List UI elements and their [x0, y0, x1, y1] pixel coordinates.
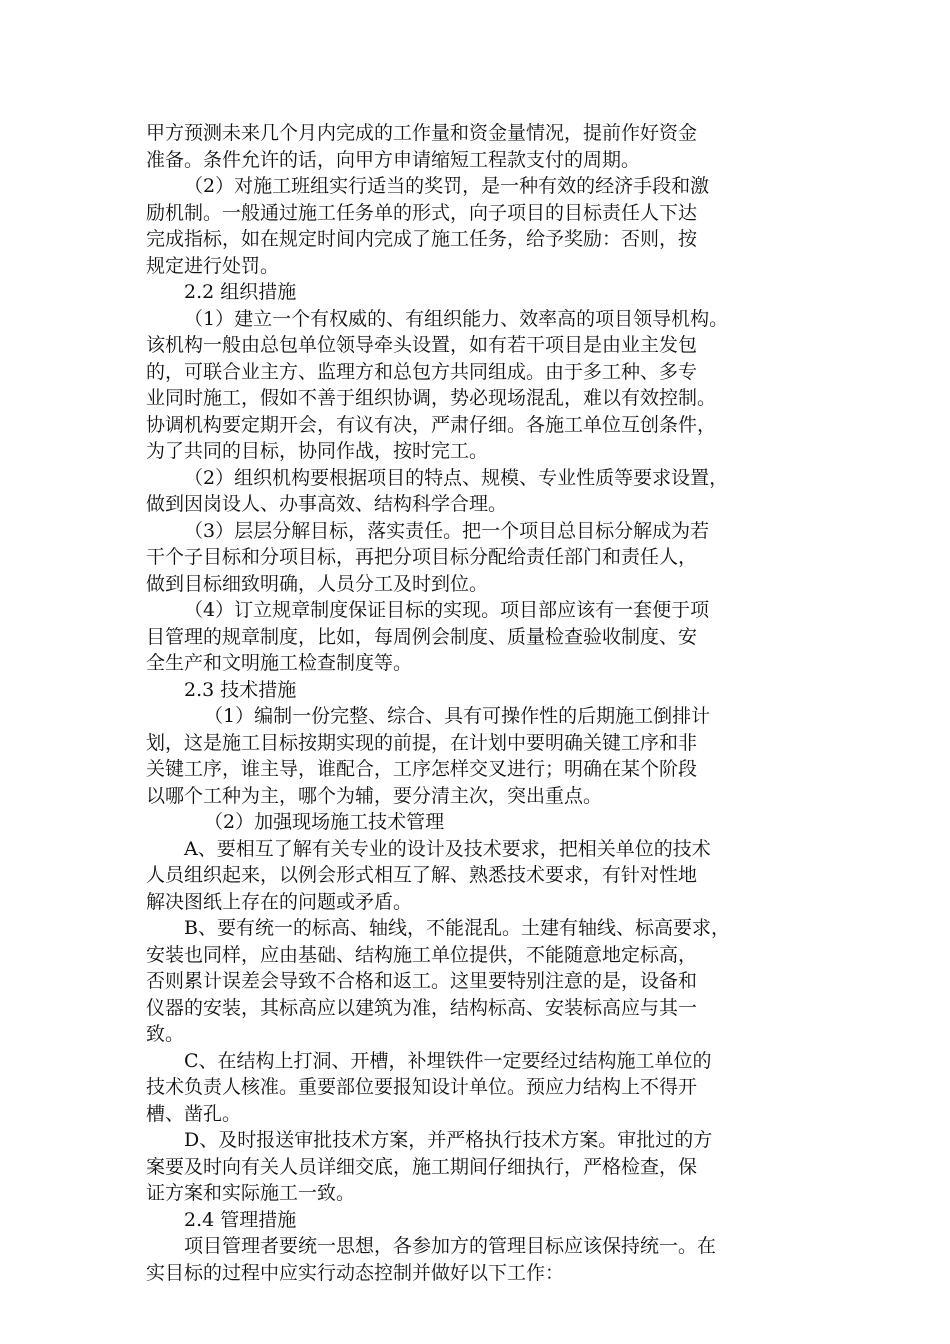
text-line: 槽、凿孔。 [146, 1102, 242, 1125]
text-line: 案要及时向有关人员详细交底，施工期间仔细执行，严格检查，保 [146, 1155, 698, 1178]
document-body [146, 120, 822, 1286]
text-line: 励机制。一般通过施工任务单的形式，向子项目的目标责任人下达 [146, 201, 698, 224]
text-line: 安装也同样，应由基础、结构施工单位提供，不能随意地定标高， [146, 943, 698, 966]
paragraph-start: 项目管理者要统一思想，各参加方的管理目标应该保持统一。在 [184, 1235, 717, 1257]
paragraph-start: B、要有统一的标高、轴线，不能混乱。土建有轴线、标高要求， [184, 917, 730, 939]
text-line: 业同时施工，假如不善于组织协调，势必现场混乱，难以有效控制。 [146, 387, 717, 409]
text-line: 证方案和实际施工一致。 [146, 1182, 356, 1204]
text-line: 致。 [146, 1023, 185, 1045]
paragraph-start: （3）层层分解目标，落实责任。把一个项目总目标分解成为若 [184, 519, 710, 542]
text-line: 完成指标，如在规定时间内完成了施工任务，给予奖励：否则，按 [146, 228, 698, 250]
text-line: 技术负责人核准。重要部位要报知设计单位。预应力结构上不得开 [146, 1076, 698, 1098]
text-line: 以哪个工种为主，哪个为辅，要分清主次，突出重点。 [146, 784, 603, 807]
text-line: 做到因岗设人、办事高效、结构科学合理。 [146, 493, 508, 515]
paragraph-start: （4）订立规章制度保证目标的实现。项目部应该有一套便于项 [184, 599, 710, 621]
section-heading: 2.3 技术措施 [184, 678, 297, 701]
paragraph-start: （2）组织机构要根据项目的特点、规模、专业性质等要求设置， [184, 466, 729, 489]
text-line: 规定进行处罚。 [146, 254, 280, 277]
paragraph-start: （1）建立一个有权威的、有组织能力、效率高的项目领导机构。 [184, 307, 729, 330]
section-heading: 2.4 管理措施 [184, 1208, 297, 1231]
text-line: 目管理的规章制度，比如，每周例会制度、质量检查验收制度、安 [146, 625, 698, 648]
text-line: 该机构一般由总包单位领导牵头设置，如有若干项目是由业主发包 [146, 334, 698, 356]
text-line: 解决图纸上存在的问题或矛盾。 [146, 890, 413, 913]
subheading: （2）加强现场施工技术管理 [204, 811, 445, 833]
section-heading: 2.2 组织措施 [184, 281, 297, 303]
text-line: 甲方预测未来几个月内完成的工作量和资金量情况，提前作好资金 [146, 122, 698, 144]
text-line: 协调机构要定期开会，有议有决，严肃仔细。各施工单位互创条件， [146, 413, 717, 436]
paragraph-start: （2）对施工班组实行适当的奖罚，是一种有效的经济手段和激 [184, 175, 710, 197]
text-line: 仪器的安装，其标高应以建筑为准，结构标高、安装标高应与其一 [146, 996, 698, 1019]
paragraph-start: C、在结构上打洞、开槽，补埋铁件一定要经过结构施工单位的 [184, 1049, 712, 1072]
text-line: 的，可联合业主方、监理方和总包方共同组成。由于多工种、多专 [146, 360, 698, 383]
paragraph-start: （1）编制一份完整、综合、具有可操作性的后期施工倒排计 [204, 705, 711, 727]
text-line: 否则累计误差会导致不合格和返工。这里要特别注意的是，设备和 [146, 970, 698, 992]
text-line: 关键工序，谁主导，谁配合，工序怎样交叉进行；明确在某个阶段 [146, 758, 698, 780]
text-line: 做到目标细致明确，人员分工及时到位。 [146, 572, 489, 595]
paragraph-start: A、要相互了解有关专业的设计及技术要求，把相关单位的技术 [184, 837, 711, 860]
text-line: 为了共同的目标，协同作战，按时完工。 [146, 440, 489, 462]
text-line: 准备。条件允许的话，向甲方申请缩短工程款支付的周期。 [146, 148, 641, 171]
text-line: 全生产和文明施工检查制度等。 [146, 652, 413, 674]
paragraph-start: D、及时报送审批技术方案，并严格执行技术方案。审批过的方 [184, 1129, 713, 1151]
text-line: 划，这是施工目标按期实现的前提，在计划中要明确关键工序和非 [146, 731, 698, 754]
text-line: 实目标的过程中应实行动态控制并做好以下工作： [146, 1261, 565, 1284]
text-line: 干个子目标和分项目标，再把分项目标分配给责任部门和责任人， [146, 546, 698, 568]
text-line: 人员组织起来，以例会形式相互了解、熟悉技术要求，有针对性地 [146, 864, 698, 886]
